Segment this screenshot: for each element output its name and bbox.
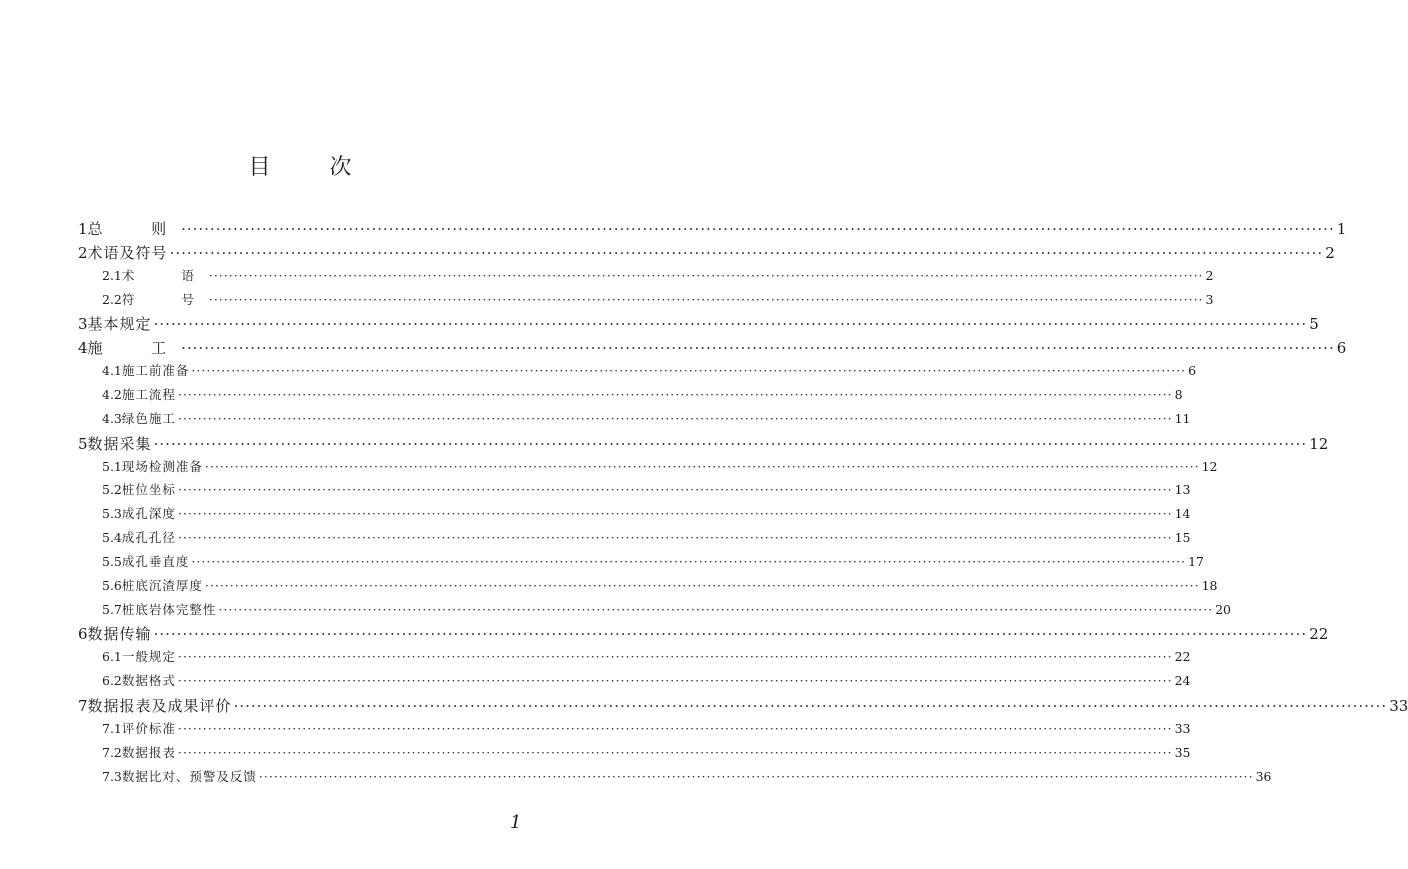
toc-entry	[78, 409, 1191, 431]
toc-entry-page: 6	[1188, 363, 1197, 379]
toc-entry-title: 数据报表	[121, 744, 176, 760]
leader-dots: ········································································································································································································	[177, 530, 1173, 546]
toc-entry-number: 4	[78, 339, 88, 358]
toc-entry-number: 7.3	[102, 768, 122, 784]
leader-dots: ········································································································································································································	[153, 315, 1308, 334]
leader-dots: ········································································································································································································	[177, 720, 1173, 736]
toc-entry-page: 17	[1188, 553, 1204, 569]
leader-dots: ········································································································································································································	[177, 410, 1173, 426]
leader-dots: ········································································································································································································	[177, 744, 1173, 760]
toc-entry-number: 5.3	[102, 506, 122, 522]
toc-entry-title: 基本规定	[87, 315, 152, 334]
toc-entry-number: 5.6	[102, 577, 122, 593]
toc-entry	[78, 647, 1191, 669]
toc-entry	[78, 433, 1329, 455]
leader-dots: ········································································································································································································	[177, 386, 1173, 402]
toc-entry-number: 7	[78, 697, 88, 715]
leader-dots: ········································································································································································································	[258, 768, 1254, 784]
toc-entry-page: 33	[1389, 697, 1408, 715]
leader-dots: ········································································································································································································	[153, 625, 1308, 644]
leader-dots: ········································································································································································································	[233, 697, 1388, 715]
toc-entry-page: 11	[1174, 410, 1191, 426]
toc-entry-title: 成孔垂直度	[121, 553, 190, 569]
toc-title: 目 次	[248, 155, 378, 180]
toc-entry	[78, 623, 1329, 645]
toc-entry-page: 35	[1174, 744, 1191, 760]
toc-entry-title: 总 则	[87, 220, 180, 238]
leader-dots: ········································································································································································································	[169, 243, 1324, 262]
toc-entry-page: 36	[1255, 768, 1272, 784]
toc-entry-title: 数据格式	[121, 673, 176, 689]
toc-entry-number: 2.1	[102, 267, 122, 283]
toc-entry-title: 桩底沉渣厚度	[121, 577, 203, 593]
toc-entry-title: 现场检测准备	[121, 458, 203, 474]
toc-entry-page: 22	[1174, 649, 1191, 665]
toc-entry	[78, 242, 1335, 264]
toc-entry-number: 3	[78, 315, 88, 334]
toc-entry-number: 1	[78, 220, 88, 238]
toc-entry	[78, 218, 1347, 240]
toc-entry-page: 24	[1174, 673, 1191, 689]
toc-entry-number: 5.1	[102, 458, 122, 474]
toc-entry-number: 2	[78, 243, 88, 262]
toc-entry-number: 6.1	[102, 649, 122, 665]
toc-entry-page: 2	[1205, 267, 1214, 283]
page-number: 1	[510, 812, 522, 833]
toc-entry-title: 符 号	[121, 291, 207, 307]
toc-entry-number: 5.5	[102, 553, 122, 569]
toc-entry-page: 22	[1309, 625, 1329, 644]
toc-entry-page: 20	[1215, 601, 1231, 617]
toc-entry-title: 成孔深度	[121, 506, 176, 522]
toc-entry-number: 4.1	[102, 363, 122, 379]
toc-entry	[78, 480, 1191, 502]
toc-entry-title: 术 语	[121, 267, 207, 283]
leader-dots: ········································································································································································································	[191, 363, 1187, 379]
toc-entry-title: 一般规定	[121, 649, 176, 665]
toc-entry-page: 12	[1309, 434, 1329, 453]
toc-entry-title: 数据传输	[87, 625, 152, 644]
toc-entry	[78, 743, 1191, 765]
toc-entry	[78, 695, 1408, 717]
toc-entry-title: 数据采集	[87, 434, 152, 453]
toc-entry-page: 13	[1174, 482, 1191, 498]
toc-entry-page: 18	[1201, 577, 1218, 593]
toc-entry	[78, 266, 1214, 288]
toc-entry	[78, 457, 1218, 479]
toc-entry-title: 施 工	[87, 339, 180, 358]
toc-entry-page: 1	[1336, 220, 1347, 238]
toc-entry-page: 12	[1201, 458, 1218, 474]
toc-entry-number: 5.4	[102, 530, 122, 546]
leader-dots: ········································································································································································································	[177, 649, 1173, 665]
leader-dots: ········································································································································································································	[177, 482, 1173, 498]
toc-entry-number: 4.3	[102, 410, 122, 426]
toc-entry-title: 施工前准备	[121, 363, 190, 379]
toc-entry-title: 数据比对、预警及反馈	[121, 768, 257, 784]
leader-dots: ········································································································································································································	[191, 553, 1187, 569]
toc-entry-number: 7.2	[102, 744, 122, 760]
leader-dots: ········································································································································································································	[208, 267, 1204, 283]
toc-entry-page: 33	[1174, 720, 1191, 736]
toc-entry-number: 4.2	[102, 386, 122, 402]
leader-dots: ········································································································································································································	[153, 434, 1308, 453]
toc-entry	[78, 385, 1183, 407]
toc-entry-number: 5.2	[102, 482, 122, 498]
toc-entry-page: 6	[1336, 339, 1347, 358]
toc-entry-page: 15	[1174, 530, 1191, 546]
toc-entry-title: 数据报表及成果评价	[87, 697, 232, 715]
leader-dots: ········································································································································································································	[177, 506, 1173, 522]
leader-dots: ········································································································································································································	[208, 291, 1204, 307]
toc-entry	[78, 552, 1204, 574]
toc-entry	[78, 290, 1214, 312]
toc-entry	[78, 767, 1272, 789]
toc-entry	[78, 671, 1191, 693]
toc-entry-title: 施工流程	[121, 386, 176, 402]
toc-entry-title: 评价标准	[121, 720, 176, 736]
toc-entry-title: 绿色施工	[121, 410, 176, 426]
toc-entry-number: 7.1	[102, 720, 122, 736]
toc-entry-page: 14	[1174, 506, 1191, 522]
toc-entry-page: 8	[1174, 386, 1183, 402]
toc-entry	[78, 719, 1191, 741]
toc-entry-title: 成孔孔径	[121, 530, 176, 546]
toc-entry	[78, 361, 1197, 383]
toc-entry-number: 2.2	[102, 291, 122, 307]
toc-entry-number: 5.7	[102, 601, 122, 617]
toc-entry-page: 3	[1205, 291, 1214, 307]
leader-dots: ········································································································································································································	[204, 458, 1200, 474]
toc-entry-title: 桩底岩体完整性	[121, 601, 217, 617]
toc-entry	[78, 504, 1191, 526]
leader-dots: ········································································································································································································	[204, 577, 1200, 593]
leader-dots: ········································································································································································································	[177, 673, 1173, 689]
toc-entry-number: 5	[78, 434, 88, 453]
leader-dots: ········································································································································································································	[218, 601, 1214, 617]
toc-entry-number: 6	[78, 625, 88, 644]
toc-entry-title: 术语及符号	[87, 243, 168, 262]
leader-dots: ········································································································································································································	[181, 220, 1335, 238]
toc-entry	[78, 337, 1347, 359]
toc-entry	[78, 600, 1231, 622]
toc-entry-number: 6.2	[102, 673, 122, 689]
toc-entry	[78, 528, 1191, 550]
toc-entry-page: 5	[1309, 315, 1319, 334]
leader-dots: ········································································································································································································	[181, 339, 1335, 358]
toc-entry	[78, 313, 1319, 335]
toc-entry-title: 桩位坐标	[121, 482, 176, 498]
toc-entry-page: 2	[1325, 243, 1335, 262]
toc-entry	[78, 576, 1218, 598]
